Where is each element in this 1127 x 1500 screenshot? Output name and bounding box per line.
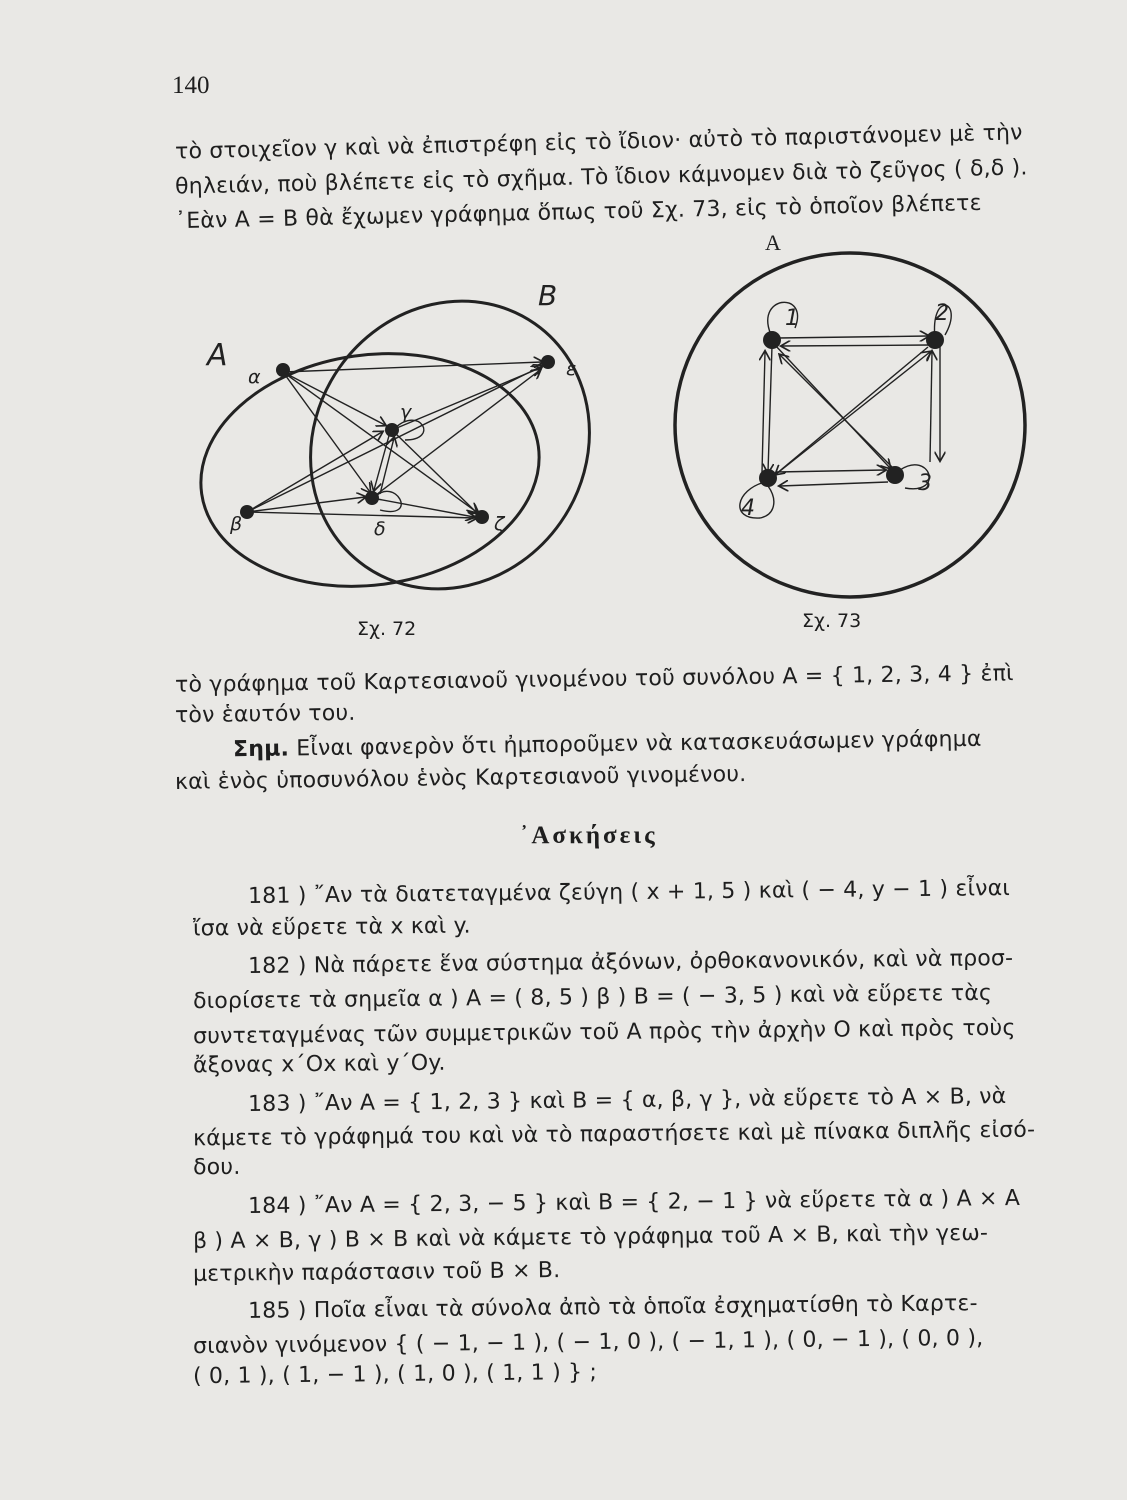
- exercise-line: 182 ) Νὰ πάρετε ἕνα σύστημα ἀξόνων, ὀρθοκανονικόν, καὶ νὰ προσ-: [247, 945, 1014, 980]
- set-a-ellipse: [186, 332, 555, 607]
- node-label: α: [248, 366, 261, 388]
- figure-72-caption: Σχ. 72: [357, 618, 417, 640]
- exercise-line: 183 ) ῎Αν Α = { 1, 2, 3 } καὶ Β = { α, β, γ }, νὰ εὕρετε τὸ Α × Β, νὰ: [247, 1084, 1007, 1117]
- set-a-label: A: [765, 230, 781, 255]
- exercise-line: ἴσα νὰ εὕρετε τὰ x καὶ y.: [192, 913, 471, 942]
- figure-73-caption: Σχ. 73: [802, 610, 862, 632]
- text-line: τὸ γράφημα τοῦ Καρτεσιανοῦ γινομένου τοῦ συνόλου Α = { 1, 2, 3, 4 } ἐπὶ: [174, 661, 1014, 698]
- node-label: ζ: [494, 513, 505, 535]
- exercise-line: 185 ) Ποῖα εἶναι τὰ σύνολα ἀπὸ τὰ ὁποῖα ἐσχηματίσθη τὸ Καρτε-: [247, 1291, 978, 1324]
- exercise-line: ( 0, 1 ), ( 1, − 1 ), ( 1, 0 ), ( 1, 1 ) } ;: [192, 1359, 598, 1390]
- exercise-line: ἄξονας x΄Ox καὶ y΄Oy.: [192, 1050, 446, 1079]
- exercise-line: συντεταγμένας τῶν συμμετρικῶν τοῦ Α πρὸς τὴν ἀρχὴν Ο καὶ πρὸς τοὺς: [192, 1015, 1016, 1050]
- exercise-line: β ) Α × Β, γ ) Β × Β καὶ νὰ κάμετε τὸ γράφημα τοῦ Α × Β, καὶ τὴν γεω-: [192, 1220, 989, 1255]
- node-label: 3: [918, 471, 932, 496]
- set-a-label: A: [207, 338, 228, 373]
- node-label: δ: [374, 518, 386, 540]
- node-label: 2: [935, 301, 949, 326]
- edges-73: [762, 336, 940, 486]
- edges-72: [247, 362, 542, 518]
- node-label: 4: [741, 496, 755, 521]
- note-label: Σημ.: [232, 736, 290, 763]
- set-b-label: B: [538, 279, 558, 312]
- node-label: β: [230, 513, 243, 535]
- text-line: ᾿Εὰν Α = Β θὰ ἔχωμεν γράφημα ὅπως τοῦ Σχ. 73, εἰς τὸ ὁποῖον βλέπετε: [174, 190, 982, 235]
- exercise-line: διορίσετε τὰ σημεῖα α ) Α = ( 8, 5 ) β ) Β = ( − 3, 5 ) καὶ νὰ εὕρετε τὰς: [192, 980, 993, 1015]
- text-line: τὸν ἑαυτόν του.: [174, 700, 356, 729]
- text-line: θηλειάν, ποὺ βλέπετε εἰς τὸ σχῆμα. Τὸ ἴδιον κάμνομεν διὰ τὸ ζεῦγος ( δ,δ ).: [174, 155, 1028, 200]
- figure-73: [675, 253, 1025, 597]
- nodes-73: [759, 331, 944, 487]
- figure-72: [186, 246, 646, 643]
- node-label: 1: [785, 306, 799, 331]
- text-line: τὸ στοιχεῖον γ καὶ νὰ ἐπιστρέφη εἰς τὸ ἴδιον· αὐτὸ τὸ παριστάνομεν μὲ τὴν: [174, 120, 1023, 165]
- exercise-line: μετρικὴν παράστασιν τοῦ Β × Β.: [192, 1258, 561, 1287]
- page-number: 140: [172, 72, 210, 99]
- note-text: Εἶναι φανερὸν ὅτι ἠμποροῦμεν νὰ κατασκευάσωμεν γράφημα: [296, 726, 982, 762]
- exercises-heading: ᾿Ασκήσεις: [520, 822, 658, 849]
- exercise-line: κάμετε τὸ γράφημά του καὶ νὰ τὸ παραστήσετε καὶ μὲ πίνακα διπλῆς εἰσό-: [192, 1117, 1036, 1152]
- exercise-line: 181 ) ῎Αν τὰ διατεταγμένα ζεύγη ( x + 1, 5 ) καὶ ( − 4, y − 1 ) εἶναι: [247, 876, 1011, 909]
- node-label: ε: [566, 358, 577, 380]
- exercise-line: δου.: [192, 1154, 241, 1181]
- node-label: γ: [400, 401, 412, 423]
- exercise-line: 184 ) ῎Αν Α = { 2, 3, − 5 } καὶ Β = { 2, − 1 } νὰ εὕρετε τὰ α ) Α × Α: [247, 1185, 1021, 1220]
- text-line: καὶ ἑνὸς ὑποσυνόλου ἑνὸς Καρτεσιανοῦ γινομένου.: [174, 762, 747, 795]
- nodes-72: [240, 355, 555, 524]
- exercise-line: σιανὸν γινόμενον { ( − 1, − 1 ), ( − 1, 0 ), ( − 1, 1 ), ( 0, − 1 ), ( 0, 0 ),: [192, 1325, 984, 1360]
